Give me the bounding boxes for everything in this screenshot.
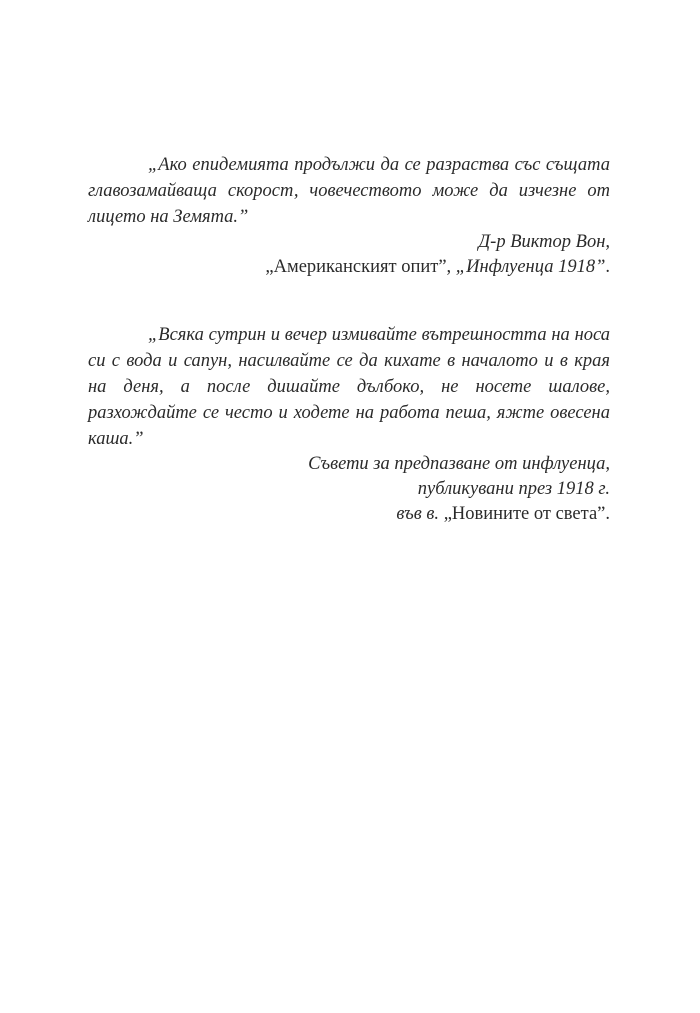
epigraph-attribution [88, 452, 610, 527]
epigraph-2 [88, 322, 610, 527]
attribution-line-3 [88, 502, 610, 527]
epigraph-quote: „Всяка сутрин и вечер измивайте вътрешността на носа си с вода и сапун, насилвайте се да кихате в началото и в края на деня, а после дишайте дълбоко, не носете шалове, разхождайте се често и ходете на работа пеша, яжте овесена каша.” [88, 325, 610, 449]
attribution-end-punct: . [605, 257, 610, 277]
epigraph-attribution [88, 230, 610, 280]
attribution-separator: , [446, 257, 456, 277]
attribution-line-1: Съвети за предпазване от инфлуенца, [308, 454, 610, 474]
attribution-book-title: „Американският опит” [265, 257, 447, 277]
epigraph-quote: „Ако епидемията продължи да се разраства със същата главозамайваща скорост, човечеството може да изчезне от лицето на Земята.” [88, 155, 610, 227]
attribution-source [88, 255, 610, 280]
attribution-line-2: публикувани през 1918 г. [417, 479, 610, 499]
attribution-work-title: „Инфлуенца 1918” [455, 257, 606, 277]
epigraph-1 [88, 152, 610, 280]
attribution-author: Д-р Виктор Вон, [478, 232, 610, 252]
attribution-prefix: във в. [396, 504, 444, 524]
attribution-newspaper-title: „Новините от света”. [443, 504, 610, 524]
